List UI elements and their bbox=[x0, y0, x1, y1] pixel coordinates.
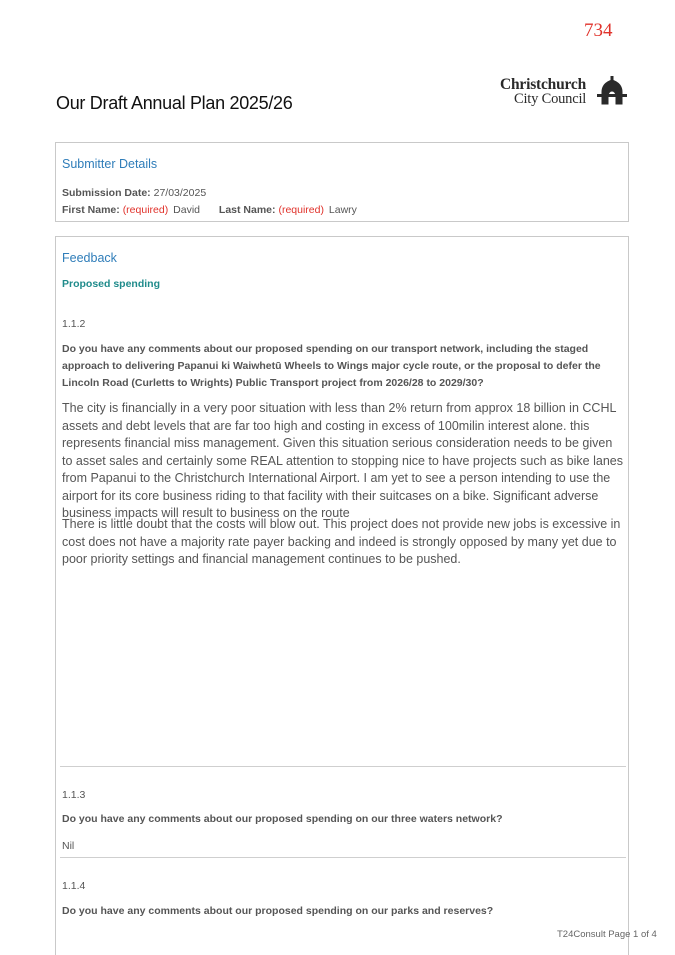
page-number: 734 bbox=[584, 20, 613, 41]
divider bbox=[60, 857, 626, 858]
question-number: 1.1.4 bbox=[62, 880, 86, 892]
council-logo bbox=[500, 74, 630, 108]
section-title: Proposed spending bbox=[62, 278, 161, 290]
document-title: Our Draft Annual Plan 2025/26 bbox=[56, 93, 293, 113]
submission-date-value: 27/03/2025 bbox=[153, 187, 207, 199]
answer-paragraph: There is little doubt that the costs will blow out. This project does not provide new jobs is excessive in cost does not have a majority rate payer backing and indeed is strongly opposed by many yet due to poor priority settings and financial management continues to be pushed. bbox=[62, 517, 621, 566]
submitter-details-heading: Submitter Details bbox=[62, 157, 158, 171]
last-name-value: Lawry bbox=[328, 204, 357, 216]
question-text: Do you have any comments about our proposed spending on our parks and reserves? bbox=[62, 905, 494, 917]
logo-text-line1: Christchurch bbox=[500, 76, 587, 93]
first-name-label: First Name: bbox=[62, 204, 120, 216]
feedback-panel bbox=[55, 236, 629, 955]
divider bbox=[60, 766, 626, 767]
answer-paragraph: The city is financially in a very poor situation with less than 2% return from approx 18 billion in CCHL assets and debt levels that are far too high and costing in excess of 100milin interest alone. this represents financial miss management. Given this situation serious consideration needs to be given to asset sales and certainly some REAL attention to stopping nice to have projects such as bike lanes from Papanui to the Christchurch International Airport. I am yet to see a person intending to use the airport for its core business riding to that facility with their suitcases on a bike. Significant adverse business impacts will result to business on the route bbox=[62, 401, 623, 520]
submission-date-label: Submission Date: bbox=[62, 187, 151, 199]
first-name-required: (required) bbox=[122, 204, 169, 216]
name-row bbox=[62, 204, 357, 216]
question-text: Do you have any comments about our proposed spending on our three waters network? bbox=[62, 813, 503, 825]
feedback-heading: Feedback bbox=[62, 251, 117, 265]
last-name-required: (required) bbox=[278, 204, 324, 216]
logo-text-line2: City Council bbox=[514, 91, 587, 107]
cathedral-logo-icon bbox=[596, 76, 628, 106]
answer-text: Nil bbox=[62, 840, 75, 852]
submitter-details-panel bbox=[55, 142, 629, 222]
last-name-label: Last Name: bbox=[218, 204, 276, 216]
question-number: 1.1.3 bbox=[62, 789, 86, 801]
question-text: Do you have any comments about our proposed spending on our transport network, including the staged approach to delivering Papanui ki Waiwhetū Wheels to Wings major cycle route, or the proposal to defer the Lincoln Road (Curletts to Wrights) Public Transport project from 2026/28 to 2029/30? bbox=[62, 343, 601, 389]
page-footer: T24Consult Page 1 of 4 bbox=[557, 929, 657, 940]
question-number: 1.1.2 bbox=[62, 318, 86, 330]
submission-date-row bbox=[62, 187, 206, 199]
first-name-value: David bbox=[173, 204, 200, 216]
